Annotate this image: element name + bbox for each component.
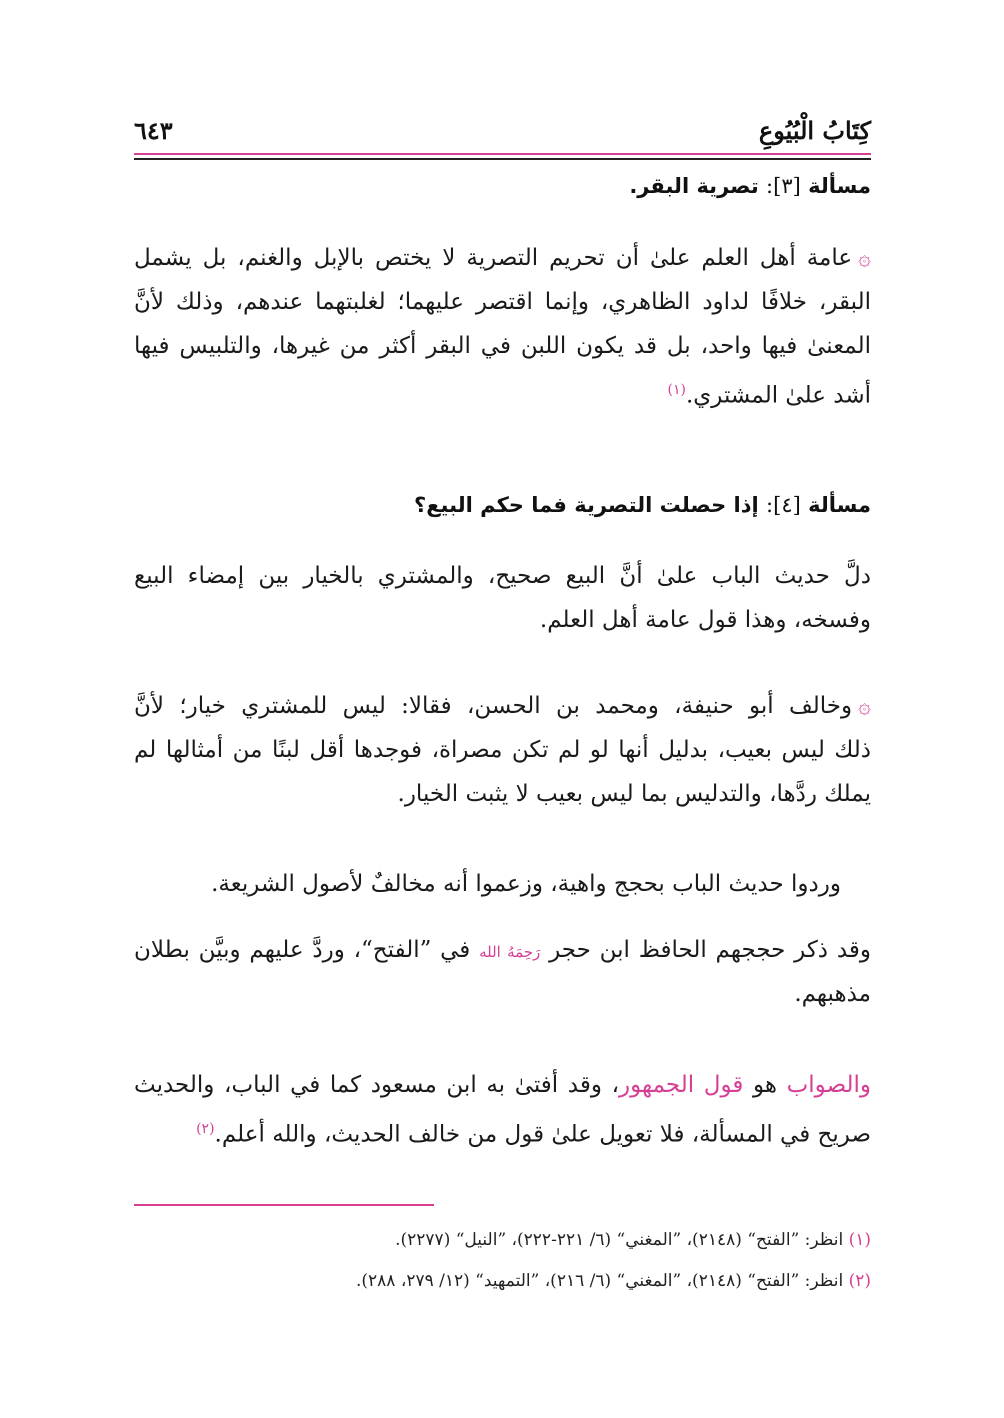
flower-icon: ۞ xyxy=(858,694,871,719)
text-line: ۞وخالف أبو حنيفة، ومحمد بن الحسن، فقالا: ليس للمشتري خيار؛ لأنَّ xyxy=(134,693,871,719)
footnote-ref[interactable]: (١) xyxy=(667,382,686,398)
section-heading-3 xyxy=(629,174,871,198)
paragraph-6 xyxy=(134,1063,871,1151)
text-line: صريح في المسألة، فلا تعويل علىٰ قول من خالف الحديث، والله أعلم.$^{(٢)}$ xyxy=(196,1121,871,1148)
heading-number: [٤]: xyxy=(766,493,801,517)
heading-number: [٣]: xyxy=(766,174,801,198)
text-line: البقر، خلافًا لداود الظاهري، وإنما اقتصر عليهما؛ لغلبتهما عندهم، وذلك لأنَّ xyxy=(134,289,871,315)
lead-word: والصواب xyxy=(786,1072,872,1098)
honorific: رَحِمَهُ الله xyxy=(479,943,541,961)
text-line: وقد ذكر حججهم الحافظ ابن حجر رَحِمَهُ الله في ”الفتح“، وردَّ عليهم وبيَّن بطلان xyxy=(134,937,871,963)
footnote-number: (٢) xyxy=(848,1271,871,1291)
paragraph-2 xyxy=(134,554,871,642)
heading-prefix: مسألة xyxy=(808,174,871,198)
text-line: والصواب هو قول الجمهور، وقد أفتىٰ به ابن مسعود كما في الباب، والحديث xyxy=(134,1072,872,1098)
footnote-2 xyxy=(356,1271,871,1291)
text-line: مذهبهم. xyxy=(794,981,871,1007)
paragraph-3 xyxy=(134,684,871,816)
footnote-1 xyxy=(395,1230,871,1250)
section-heading-4 xyxy=(414,493,871,517)
flower-icon: ۞ xyxy=(858,246,871,271)
footnote-ref[interactable]: (٢) xyxy=(196,1121,215,1137)
text-line: أشد علىٰ المشتري.$^{(١)}$ xyxy=(667,382,871,409)
paragraph-1 xyxy=(134,236,871,412)
heading-prefix: مسألة xyxy=(808,493,871,517)
highlight-text: قول الجمهور xyxy=(619,1072,744,1098)
header-rule xyxy=(134,158,871,160)
book-title: كِتَابُ الْبُيُوعِ xyxy=(758,116,871,145)
text-line: المعنىٰ فيها واحد، بل قد يكون اللبن في البقر أكثر من غيرها، والتلبيس فيها xyxy=(134,333,871,359)
text-line: ۞عامة أهل العلم علىٰ أن تحريم التصرية لا يختص بالإبل والغنم، بل يشمل xyxy=(134,245,871,271)
text-line: وفسخه، وهذا قول عامة أهل العلم. xyxy=(539,607,871,633)
text-line: ذلك ليس بعيب، بدليل أنها لو لم تكن مصراة، فوجدها أقل لبنًا من أمثالها لم xyxy=(134,737,871,763)
page-header xyxy=(134,104,871,148)
footnote-divider xyxy=(134,1204,434,1206)
page-number: ٦٤٣ xyxy=(134,116,173,145)
heading-title: تصرية البقر. xyxy=(629,174,759,198)
footnote-text: انظر: ”الفتح“ (٢١٤٨)، ”المغني“ (٦/ ٢٢١-٢٢٢)، ”النيل“ (٢٢٧٧). xyxy=(395,1230,844,1250)
page xyxy=(134,0,871,1418)
paragraph-4 xyxy=(134,862,841,906)
heading-title: إذا حصلت التصرية فما حكم البيع؟ xyxy=(414,493,759,517)
paragraph-5 xyxy=(134,928,871,1016)
footnote-number: (١) xyxy=(848,1230,871,1250)
text-line: وردوا حديث الباب بحجج واهية، وزعموا أنه مخالفٌ لأصول الشريعة. xyxy=(211,871,841,897)
text-line: يملك ردَّها، والتدليس بما ليس بعيب لا يثبت الخيار. xyxy=(397,781,871,807)
footnote-text: انظر: ”الفتح“ (٢١٤٨)، ”المغني“ (٦/ ٢١٦)، ”التمهيد“ (١٢/ ٢٧٩، ٢٨٨). xyxy=(355,1271,844,1291)
text-line: دلَّ حديث الباب علىٰ أنَّ البيع صحيح، والمشتري بالخيار بين إمضاء البيع xyxy=(134,563,871,589)
header-rule-accent xyxy=(134,153,871,155)
